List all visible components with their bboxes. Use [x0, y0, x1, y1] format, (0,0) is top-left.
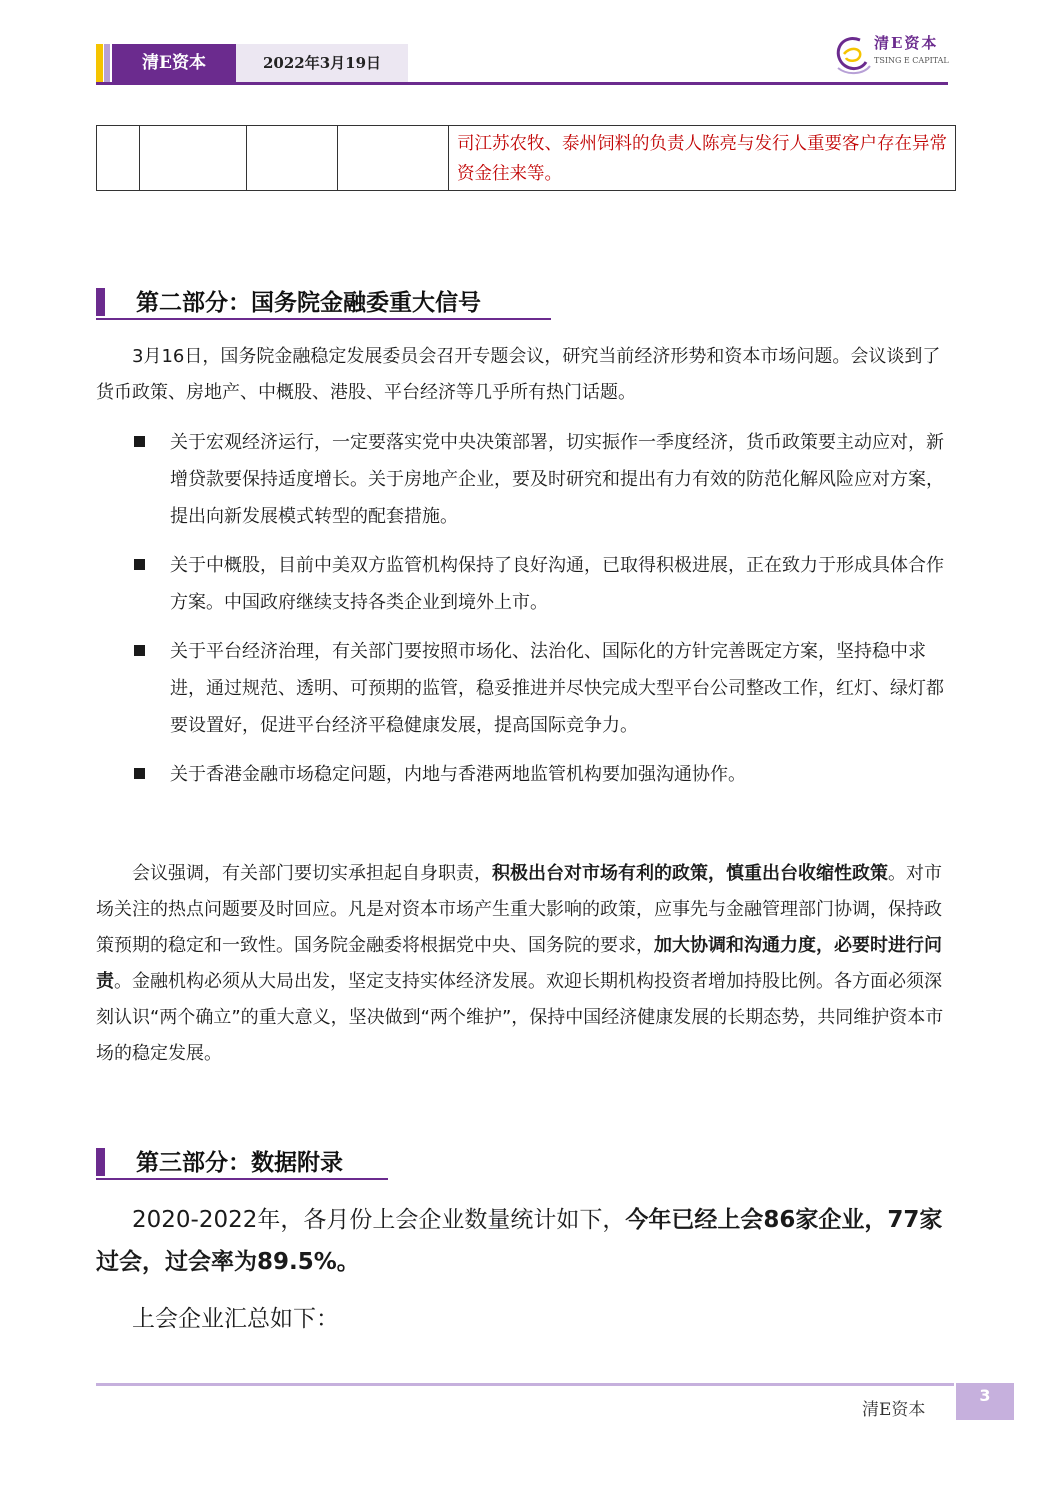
footer-company: 清E资本: [862, 1400, 926, 1420]
list-item: [96, 424, 956, 535]
section3-summary-label: 上会企业汇总如下：: [132, 1306, 339, 1332]
square-bullet-icon: [134, 559, 145, 570]
section2-bullet-list: [96, 424, 956, 805]
header-date: 2022年3月19日: [236, 44, 408, 82]
summary-emphasis: 加大协调和沟通力度，必要时进行问责: [96, 935, 942, 992]
section-underline: [96, 318, 551, 320]
square-bullet-icon: [134, 768, 145, 779]
section-underline: [96, 1178, 388, 1180]
header-divider: [96, 82, 948, 85]
summary-emphasis: 积极出台对市场有利的政策，慎重出台收缩性政策: [492, 863, 888, 884]
page-header: [0, 0, 1051, 90]
square-bullet-icon: [134, 436, 145, 447]
section3-stat: [96, 1199, 956, 1283]
logo-swirl-icon: [830, 30, 872, 76]
page-number: 3: [956, 1383, 1014, 1420]
list-item-text: 关于宏观经济运行，一定要落实党中央决策部署，切实振作一季度经济，货币政策要主动应对，新增贷款要保持适度增长。关于房地产企业，要及时研究和提出有力有效的防范化解风险应对方案，提出向新发展模式转型的配套措施。: [170, 432, 944, 527]
table-row: [97, 126, 956, 191]
list-item-text: 关于香港金融市场稳定问题，内地与香港两地监管机构要加强沟通协作。: [170, 764, 746, 785]
section-title: 第三部分：数据附录: [136, 1150, 343, 1176]
list-item-text: 关于中概股，目前中美双方监管机构保持了良好沟通，已取得积极进展，正在致力于形成具体合作方案。中国政府继续支持各类企业到境外上市。: [170, 555, 944, 613]
table-cell: [338, 126, 449, 191]
list-item: [96, 547, 956, 621]
table-cell: [97, 126, 140, 191]
logo-text-en: TSING E CAPITAL: [874, 56, 949, 65]
section-marker: [96, 1148, 105, 1176]
section-marker: [96, 288, 105, 316]
header-accent-lilac: [104, 44, 110, 82]
continuation-table: [96, 125, 956, 191]
summary-text: 。金融机构必须从大局出发，坚定支持实体经济发展。欢迎长期机构投资者增加持股比例。各方面必须深刻认识“两个确立”的重大意义，坚决做到“两个维护”，保持中国经济健康发展的长期态势，共同维护资本市场的稳定发展。: [96, 971, 944, 1064]
logo-text-cn: 清E资本: [874, 34, 939, 52]
header-accent-yellow: [96, 44, 103, 82]
section-title: 第二部分：国务院金融委重大信号: [136, 290, 481, 316]
header-company: 清E资本: [112, 44, 236, 82]
section2-intro: 3月16日，国务院金融稳定发展委员会召开专题会议，研究当前经济形势和资本市场问题。会议谈到了货币政策、房地产、中概股、港股、平台经济等几乎所有热门话题。: [96, 346, 941, 403]
summary-text: 会议强调，有关部门要切实承担起自身职责，: [132, 863, 492, 884]
section-heading-2: [96, 282, 556, 322]
list-item: [96, 633, 956, 744]
stat-text: 2020-2022年，各月份上会企业数量统计如下，: [132, 1207, 626, 1233]
section-heading-3: [96, 1142, 396, 1182]
section2-summary: [96, 856, 956, 1072]
list-item-text: 关于平台经济治理，有关部门要按照市场化、法治化、国际化的方针完善既定方案，坚持稳中求进，通过规范、透明、可预期的监管，稳妥推进并尽快完成大型平台公司整改工作，红灯、绿灯都要设置好，促进平台经济平稳健康发展，提高国际竞争力。: [170, 641, 944, 736]
square-bullet-icon: [134, 645, 145, 656]
summary-text: 。对市场关注的热点问题要及时回应。凡是对资本市场产生重大影响的政策，应事先与金融管理部门协调，保持政策预期的稳定和一致性。国务院金融委将根据党中央、国务院的要求，: [96, 863, 942, 956]
table-cell-note: 司江苏农牧、泰州饲料的负责人陈亮与发行人重要客户存在异常资金往来等。: [449, 126, 956, 191]
company-logo: [830, 30, 950, 76]
table-cell: [140, 126, 247, 191]
table-cell: [247, 126, 338, 191]
footer-divider: [96, 1383, 954, 1386]
list-item: [96, 756, 956, 793]
stat-emphasis: 今年已经上会86家企业，77家过会，过会率为89.5%。: [96, 1207, 943, 1275]
